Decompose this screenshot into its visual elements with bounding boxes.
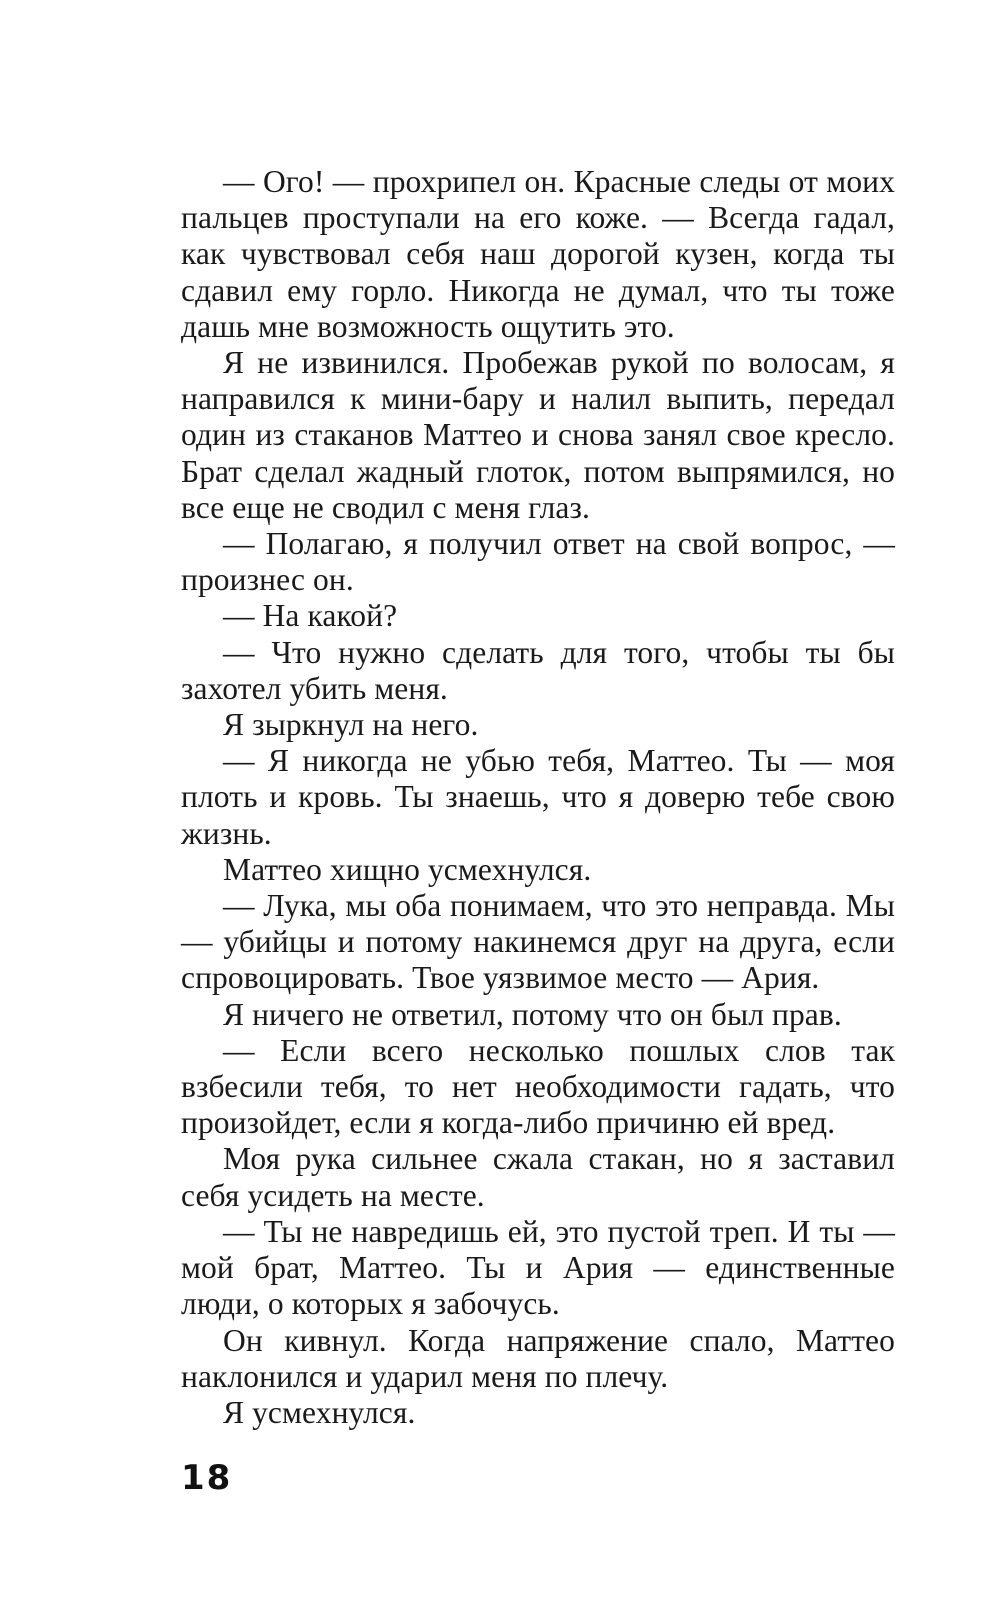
- paragraph-4: — На какой?: [223, 598, 398, 634]
- paragraph-13: — Ты не навредишь ей, это пустой треп. И ты — мой брат, Маттео. Ты и Ария — единственные люди, о которых я забочусь.: [181, 1213, 895, 1322]
- paragraph-2: Я не извинился. Пробежав рукой по волосам, я направился к мини-бару и налил выпить, передал один из стаканов Маттео и снова занял свое кресло. Брат сделал жадный глоток, потом выпрямился, но все еще не сводил с меня глаз.: [181, 345, 895, 525]
- paragraph-5: — Что нужно сделать для того, чтобы ты бы захотел убить меня.: [181, 634, 895, 706]
- paragraph-14: Он кивнул. Когда напряжение спало, Маттео наклонился и ударил меня по плечу.: [181, 1322, 895, 1394]
- page-number: 18: [181, 1458, 233, 1498]
- paragraph-7: — Я никогда не убью тебя, Маттео. Ты — моя плоть и кровь. Ты знаешь, что я доверю тебе свою жизнь.: [181, 743, 895, 851]
- paragraph-6: Я зыркнул на него.: [223, 707, 479, 743]
- paragraph-9: — Лука, мы оба понимаем, что это неправда. Мы — убийцы и потому накинемся друг на друга, если спровоцировать. Твое уязвимое место — Ария.: [181, 888, 895, 996]
- paragraph-3: — Полагаю, я получил ответ на свой вопрос, — произнес он.: [181, 526, 895, 598]
- paragraph-12: Моя рука сильнее сжала стакан, но я заставил себя усидеть на месте.: [181, 1141, 895, 1213]
- body-text: [181, 164, 895, 1431]
- paragraph-11: — Если всего несколько пошлых слов так взбесили тебя, то нет необходимости гадать, что произойдет, если я когда-либо причиню ей вред.: [181, 1032, 895, 1141]
- paragraph-1: — Ого! — прохрипел он. Красные следы от моих пальцев проступали на его коже. — Всегда гадал, как чувствовал себя наш дорогой кузен, когда ты сдавил ему горло. Никогда не думал, что ты тоже дашь мне возможность ощутить это.: [181, 164, 895, 344]
- paragraph-8: Маттео хищно усмехнулся.: [223, 851, 592, 887]
- paragraph-10: Я ничего не ответил, потому что он был прав.: [223, 996, 842, 1032]
- paragraph-15: Я усмехнулся.: [223, 1394, 416, 1430]
